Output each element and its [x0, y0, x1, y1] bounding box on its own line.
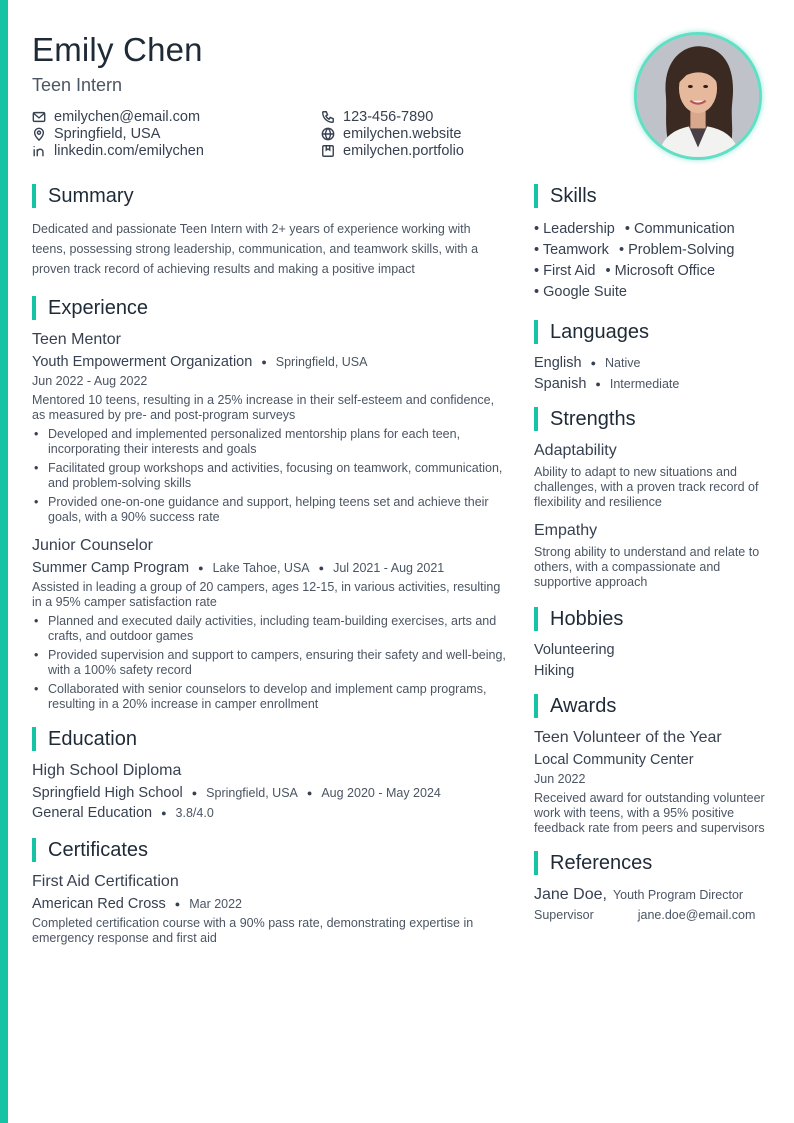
certificate-description: Completed certification course with a 90% pass rate, demonstrating expertise in emergency response and first aid	[32, 916, 474, 945]
language-level: Intermediate	[609, 377, 680, 391]
job-meta	[32, 560, 508, 576]
job-title: Junior Counselor	[32, 537, 153, 554]
awards-section	[534, 693, 772, 836]
reference-contact-line	[534, 908, 772, 922]
job-date: Jul 2021 - Aug 2021	[333, 561, 445, 575]
reference-name-line	[534, 886, 772, 904]
section-title: Summary	[48, 184, 134, 207]
certificate-date: Mar 2022	[189, 897, 243, 911]
job-org: Summer Camp Program	[32, 560, 190, 576]
certificate-issuer: American Red Cross	[32, 896, 166, 912]
language-level: Native	[605, 356, 641, 370]
degree: High School Diploma	[32, 762, 182, 779]
experience-heading	[32, 295, 508, 321]
job-bullet: • Collaborated with senior counselors to develop and implement camp programs, resulting in a 20% increase in camper enrollment	[32, 682, 508, 712]
portfolio-text: emilychen.portfolio	[343, 143, 464, 159]
phone-icon	[321, 110, 335, 124]
section-title: Hobbies	[550, 607, 624, 630]
separator-dot: ●	[595, 379, 601, 389]
contact-email[interactable]	[32, 108, 200, 126]
section-title: Experience	[48, 296, 149, 319]
reference-name: Jane Doe,	[534, 886, 607, 903]
strength-name: Empathy	[534, 522, 598, 539]
section-title: Skills	[550, 184, 597, 207]
languages-section	[534, 319, 772, 392]
references-section	[534, 850, 772, 922]
job-bullet: • Provided supervision and support to campers, ensuring their safety and well-being, with a 100% safety record	[32, 648, 508, 678]
skill-item: • Leadership	[534, 221, 615, 237]
linkedin-icon	[32, 144, 46, 158]
contact-linkedin[interactable]	[32, 142, 204, 160]
education-section	[32, 726, 508, 821]
skill-item: • Microsoft Office	[605, 263, 716, 279]
left-column	[32, 183, 508, 946]
skills-row	[534, 219, 772, 240]
job-bullet: • Developed and implemented personalized mentorship plans for each teen, incorporating their interests and goals	[32, 427, 508, 457]
summary-text: Dedicated and passionate Teen Intern with 2+ years of experience working with teens, possessing strong leadership, communication, and teamwork skills, with a proven track record of achieving results and making a positive impact	[32, 222, 479, 276]
strengths-section	[534, 406, 772, 590]
skill-item: • Problem-Solving	[618, 242, 735, 258]
education-field-line	[32, 805, 508, 821]
education-date: Aug 2020 - May 2024	[321, 786, 441, 800]
job-bullets	[32, 614, 508, 712]
job-location: Springfield, USA	[275, 355, 368, 369]
job-description: Mentored 10 teens, resulting in a 25% increase in their self-esteem and confidence, as measured by pre- and post-program surveys	[32, 393, 495, 422]
heading-accent	[534, 694, 538, 718]
language-name: Spanish	[534, 376, 587, 392]
contact-location	[32, 125, 160, 143]
certificates-section	[32, 837, 508, 946]
heading-accent	[32, 296, 36, 320]
section-title: References	[550, 851, 653, 874]
language-name: English	[534, 355, 582, 371]
gpa: 3.8/4.0	[175, 806, 214, 820]
languages-heading	[534, 319, 772, 345]
strength-item	[534, 522, 772, 590]
experience-section	[32, 295, 508, 712]
website-text: emilychen.website	[343, 126, 462, 142]
skills-heading	[534, 183, 772, 209]
section-title: Education	[48, 727, 137, 750]
strengths-heading	[534, 406, 772, 432]
heading-accent	[534, 320, 538, 344]
skill-item: • Teamwork	[534, 242, 609, 258]
candidate-role: Teen Intern	[32, 75, 123, 95]
strength-description: Ability to adapt to new situations and challenges, with a proven track record of flexibility and resilience	[534, 465, 759, 509]
hobby-item: Hiking	[534, 663, 575, 679]
heading-accent	[32, 838, 36, 862]
job-description: Assisted in leading a group of 20 campers, ages 12-15, in various activities, resulting in a 95% camper satisfaction rate	[32, 580, 501, 609]
section-title: Languages	[550, 320, 649, 343]
section-title: Awards	[550, 694, 617, 717]
hobbies-section	[534, 606, 772, 679]
mail-icon	[32, 110, 46, 124]
location-pin-icon	[32, 127, 46, 141]
job-date: Jun 2022 - Aug 2022	[32, 374, 148, 388]
separator-dot: ●	[198, 563, 204, 573]
hobbies-heading	[534, 606, 772, 632]
skill-item: • Communication	[624, 221, 735, 237]
separator-dot: ●	[306, 788, 313, 798]
job-bullets	[32, 427, 508, 525]
heading-accent	[32, 184, 36, 208]
section-title: Certificates	[48, 838, 149, 861]
job-entry	[32, 331, 508, 525]
heading-accent	[534, 407, 538, 431]
award-date: Jun 2022	[534, 772, 586, 786]
contact-phone[interactable]	[321, 108, 433, 126]
job-location: Lake Tahoe, USA	[212, 561, 310, 575]
resume-header	[32, 0, 772, 175]
globe-icon	[321, 127, 335, 141]
hobby-item: Volunteering	[534, 642, 615, 658]
separator-dot: ●	[161, 808, 167, 818]
linkedin-text: linkedin.com/emilychen	[54, 143, 204, 159]
candidate-name: Emily Chen	[32, 31, 203, 68]
awards-heading	[534, 693, 772, 719]
reference-relation: Supervisor	[534, 908, 594, 922]
job-bullet: • Provided one-on-one guidance and support, helping teens set and achieve their goals, with a 90% success rate	[32, 495, 508, 525]
certificate-meta	[32, 896, 508, 912]
portfolio-icon	[321, 144, 335, 158]
reference-position: Youth Program Director	[612, 888, 744, 902]
resume-page	[32, 0, 772, 1123]
reference-email[interactable]: jane.doe@email.com	[637, 908, 756, 922]
skill-item: • Google Suite	[534, 284, 627, 300]
heading-accent	[32, 727, 36, 751]
job-entry	[32, 537, 508, 712]
education-heading	[32, 726, 508, 752]
certificates-heading	[32, 837, 508, 863]
strength-description: Strong ability to understand and relate to others, with a compassionate and supportive approach	[534, 545, 760, 589]
right-column	[534, 183, 772, 922]
email-text: emilychen@email.com	[54, 109, 201, 125]
job-bullet: • Facilitated group workshops and activities, focusing on teamwork, communication, and problem-solving skills	[32, 461, 508, 491]
skill-item: • First Aid	[534, 263, 596, 279]
separator-dot: ●	[590, 358, 596, 368]
separator-dot: ●	[191, 788, 198, 798]
phone-text: 123-456-7890	[343, 109, 434, 125]
education-meta	[32, 785, 508, 801]
job-org: Youth Empowerment Organization	[32, 354, 253, 370]
skills-row	[534, 240, 772, 261]
award-description: Received award for outstanding volunteer work with teens, with a 95% positive feedback rate from peers and supervisors	[534, 791, 765, 835]
award-org: Local Community Center	[534, 752, 694, 768]
skills-list	[534, 219, 772, 303]
school-name: Springfield High School	[32, 785, 183, 801]
skills-section	[534, 183, 772, 303]
job-meta	[32, 354, 508, 370]
accent-bar	[0, 0, 8, 1123]
strength-name: Adaptability	[534, 442, 617, 459]
strength-item	[534, 442, 772, 510]
summary-section	[32, 183, 508, 279]
heading-accent	[534, 607, 538, 631]
field-of-study: General Education	[32, 805, 153, 821]
skills-row	[534, 282, 772, 303]
references-heading	[534, 850, 772, 876]
job-bullet: • Planned and executed daily activities, including team-building exercises, arts and crafts, and outdoor games	[32, 614, 508, 644]
separator-dot: ●	[174, 899, 181, 909]
profile-photo	[634, 32, 762, 160]
location-text: Springfield, USA	[54, 126, 161, 142]
language-item	[534, 355, 772, 371]
award-name: Teen Volunteer of the Year	[534, 729, 722, 746]
heading-accent	[534, 851, 538, 875]
heading-accent	[534, 184, 538, 208]
job-title: Teen Mentor	[32, 331, 121, 348]
section-title: Strengths	[550, 407, 636, 430]
separator-dot: ●	[318, 563, 325, 573]
separator-dot: ●	[261, 357, 267, 367]
summary-heading	[32, 183, 508, 209]
school-location: Springfield, USA	[206, 786, 298, 800]
language-item	[534, 376, 772, 392]
skills-row	[534, 261, 772, 282]
contact-portfolio[interactable]	[321, 142, 464, 160]
contact-website[interactable]	[321, 125, 461, 143]
certificate-name: First Aid Certification	[32, 873, 179, 890]
